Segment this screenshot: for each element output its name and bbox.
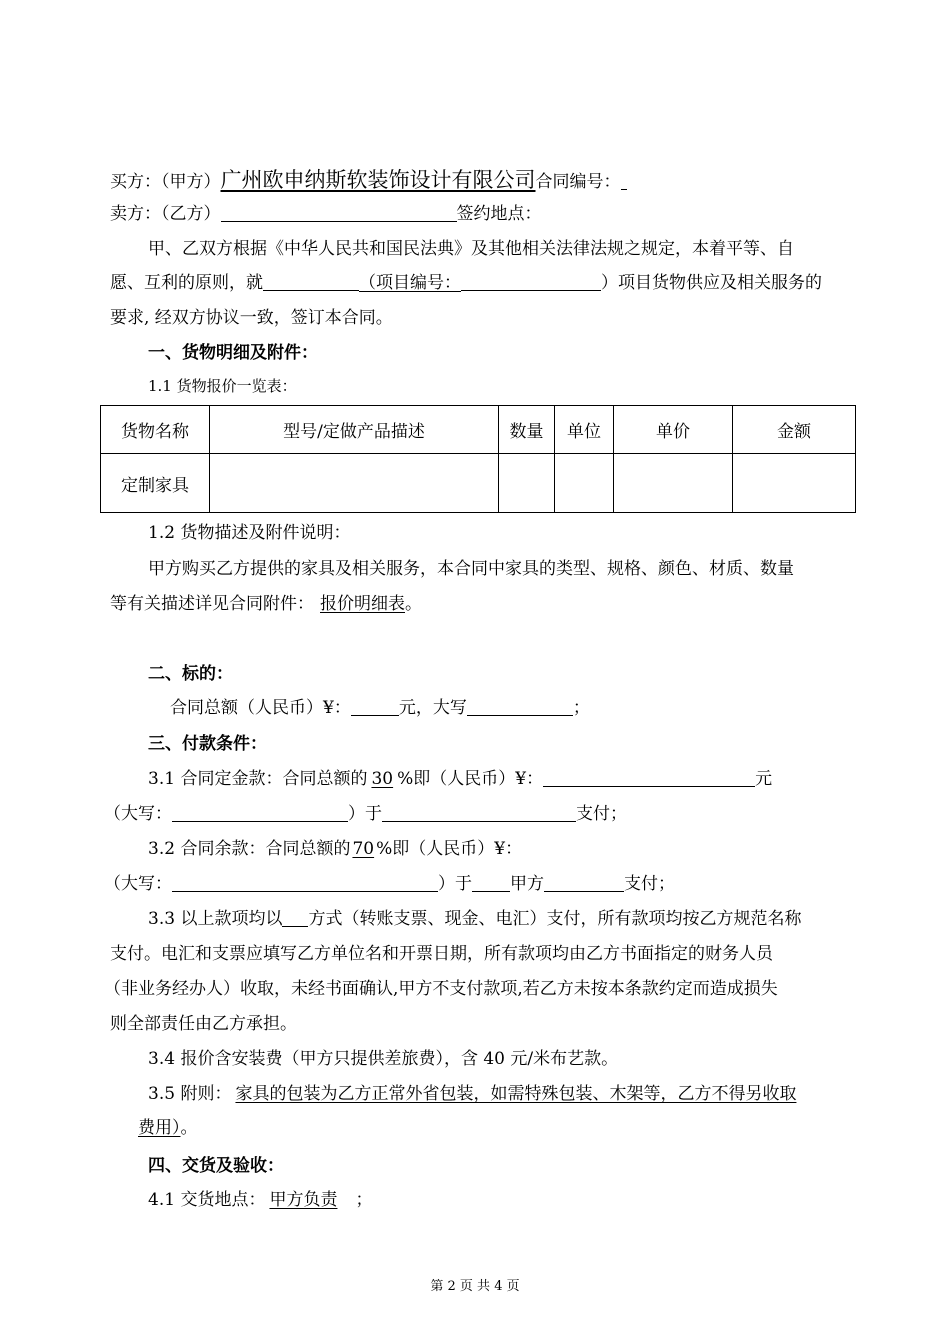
balance-party-blank [544,873,624,892]
intro-text-2c: ）项目货物供应及相关服务的 [601,273,822,293]
cell-qty [499,454,555,513]
sec2-end: ； [572,698,590,718]
p32-rmb-label: %即（人民币）¥： [376,839,523,859]
delivery-place-label: 4.1 交货地点： [148,1190,266,1210]
p31b-pay: 支付； [576,804,627,824]
intro-text-2a: 愿、互利的原则，就 [110,273,263,293]
p32b-party: 甲方 [510,874,544,894]
buyer-company: 广州欧申纳斯软装饰设计有限公司 [220,168,536,192]
p33-line-4 [110,1012,297,1036]
th-unit: 单位 [555,406,614,454]
balance-percent: 70 [352,839,375,859]
page-footer: 第 2 页 共 4 页 [430,1279,520,1294]
p32b-capital-label: （大写： [104,874,172,894]
th-amount: 金额 [733,406,856,454]
p33-line-1 [148,907,801,931]
sec1-sub1 [148,374,297,398]
sec4-heading [148,1154,284,1178]
p33-l2: 支付。电汇和支票应填写乙方单位名和开票日期，所有款项均由乙方书面指定的财务人员 [110,944,773,964]
sec1-sub1-text: 1.1 货物报价一览表： [148,377,297,395]
p34-text: 3.4 报价含安装费（甲方只提供差旅费），含 40 元/米布艺款。 [148,1049,619,1069]
p35-label: 3.5 附则： [148,1084,232,1104]
project-name-blank [263,272,359,291]
p33-line-2 [110,942,773,966]
p41-end: ； [355,1190,373,1210]
sec2-heading [148,662,233,686]
sec1-desc-1 [148,557,794,581]
deposit-percent: 30 [371,769,394,789]
price-detail-attachment: 报价明细表 [320,594,405,614]
seller-name-blank [221,203,457,222]
total-capital-blank [467,697,573,716]
contract-no-label: 合同编号： [535,172,621,192]
table-row [101,454,856,513]
project-no-label: （项目编号： [359,273,461,293]
p34-line [148,1047,618,1071]
p33-l4: 则全部责任由乙方承担。 [110,1014,297,1034]
sec3-heading-text: 三、付款条件： [148,734,267,754]
cell-unit [555,454,614,513]
total-capital-label: 元，大写 [398,698,467,718]
th-price: 单价 [614,406,733,454]
cell-desc [210,454,499,513]
intro-line-1 [148,237,794,261]
sec1-sub2 [148,521,350,545]
seller-label: 卖方：（乙方） [110,204,221,224]
total-amount-label: 合同总额（人民币）¥： [170,698,351,718]
intro-text-3: 要求, 经双方协议一致，签订本合同。 [110,308,393,328]
p31-rmb-label: %即（人民币）¥： [397,769,544,789]
contract-no-blank [621,171,627,190]
sec4-heading-text: 四、交货及验收： [148,1156,284,1176]
total-amount-blank [351,697,399,716]
deposit-amount-blank [543,768,755,787]
sec1-sub2-text: 1.2 货物描述及附件说明： [148,523,351,543]
buyer-line [110,168,627,194]
seller-line [110,202,542,226]
p33-l3: （非业务经办人）收取，未经书面确认,甲方不支付款项,若乙方未按本条款约定而造成损失 [104,979,778,999]
p31b-at-label: ）于 [348,804,382,824]
cell-name: 定制家具 [101,454,210,513]
p35-packaging-text: 家具的包装为乙方正常外省包装，如需特殊包装、木架等，乙方不得另收取 [235,1084,797,1104]
goods-table [100,405,856,513]
p32-label: 3.2 合同余款：合同总额的 [148,839,351,859]
p32-line [148,837,522,861]
cell-amount [733,454,856,513]
intro-line-2 [110,271,822,295]
sec2-heading-text: 二、标的： [148,664,233,684]
balance-capital-blank [172,873,438,892]
sec1-desc1-text: 甲方购买乙方提供的家具及相关服务，本合同中家具的类型、规格、颜色、材质、数量 [148,559,794,579]
p31-yuan: 元 [755,769,773,789]
p35-line-1 [148,1082,796,1106]
th-name: 货物名称 [101,406,210,454]
p31b-line [104,802,627,826]
th-desc: 型号/定做产品描述 [210,406,499,454]
delivery-place-text: 甲方负责 [269,1190,338,1210]
sec2-amount-line [170,696,590,720]
sec1-desc-2 [110,592,422,616]
intro-text-1: 甲、乙双方根据《中华人民共和国民法典》及其他相关法律法规之规定，本着平等、自 [148,239,794,259]
p32b-line [104,872,675,896]
sec1-heading-text: 一、货物明细及附件： [148,343,318,363]
th-qty: 数量 [499,406,555,454]
p33-a: 3.3 以上款项均以 [148,909,283,929]
intro-line-3 [110,306,393,330]
place-label: 签约地点： [456,204,542,224]
p35-packaging-text-2: 费用） [138,1118,181,1138]
p35-line-2 [138,1116,198,1140]
delivery-place-value [269,1190,355,1210]
cell-price [614,454,733,513]
p32b-pay: 支付； [624,874,675,894]
p31b-capital-label: （大写： [104,804,172,824]
payment-method-blank [282,908,308,927]
balance-time-blank [472,873,510,892]
deposit-capital-blank [172,803,348,822]
buyer-label: 买方：（甲方） [110,172,221,192]
p33-b: 方式（转账支票、现金、电汇）支付，所有款项均按乙方规范名称 [308,909,802,929]
table-header-row [101,406,856,454]
p31-line [148,767,772,791]
deposit-time-blank [382,803,576,822]
sec3-heading [148,732,267,756]
p41-line [148,1188,372,1212]
p35-end: 。 [180,1118,198,1138]
sec1-desc2-a: 等有关描述详见合同附件： [110,594,314,614]
project-no-blank [461,272,601,291]
p32b-at-label: ）于 [438,874,472,894]
p31-label: 3.1 合同定金款：合同总额的 [148,769,368,789]
sec1-heading [148,341,318,365]
p33-line-3 [104,977,778,1001]
sec1-desc2-b: 。 [405,594,422,614]
